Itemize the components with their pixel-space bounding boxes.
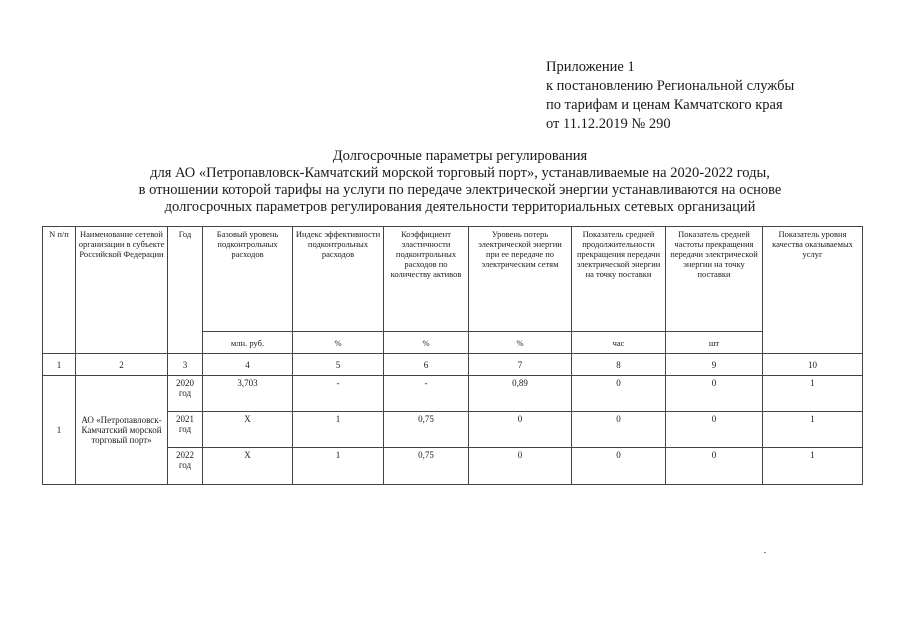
row-quality: 1	[763, 376, 863, 412]
header-duration: Показатель средней продолжительности прекращения передачи электрической энергии на точку поставки	[572, 227, 666, 332]
unit-index: %	[293, 332, 384, 354]
title-line-3: в отношении которой тарифы на услуги по передаче электрической энергии устанавливаются на основе	[138, 182, 782, 198]
col-number-2: 2	[76, 354, 168, 376]
col-number-4: 4	[203, 354, 293, 376]
row-base: Х	[203, 412, 293, 448]
parameters-table	[42, 226, 863, 485]
col-number-10: 10	[763, 354, 863, 376]
header-frequency: Показатель средней частоты прекращения передачи электрической энергии на точку поставки	[666, 227, 763, 332]
row-base: 3,703	[203, 376, 293, 412]
appendix-line-2: к постановлению Региональной службы	[546, 78, 795, 94]
org-number: 1	[43, 376, 76, 485]
col-number-3: 3	[168, 354, 203, 376]
row-loss: 0,89	[469, 376, 572, 412]
col-number-8: 8	[572, 354, 666, 376]
appendix-line-4: от 11.12.2019 № 290	[546, 116, 671, 132]
row-duration: 0	[572, 376, 666, 412]
row-base: Х	[203, 448, 293, 485]
header-row	[43, 227, 863, 332]
row-year: 2021 год	[168, 412, 203, 448]
header-coef: Коэффициент эластичности подконтрольных расходов по количеству активов	[384, 227, 469, 332]
row-index: 1	[293, 412, 384, 448]
row-coef: 0,75	[384, 448, 469, 485]
appendix-block	[546, 58, 794, 134]
header-loss: Уровень потерь электрической энергии при ее передаче по электрическим сетям	[469, 227, 572, 332]
title-line-1: Долгосрочные параметры регулирования	[332, 148, 588, 164]
row-loss: 0	[469, 412, 572, 448]
column-numbers-row	[43, 354, 863, 376]
row-quality: 1	[763, 412, 863, 448]
org-name: АО «Петропавловск-Камчатский морской торговый порт»	[76, 376, 168, 485]
col-number-6: 6	[384, 354, 469, 376]
row-frequency: 0	[666, 448, 763, 485]
header-base: Базовый уровень подконтрольных расходов	[203, 227, 293, 332]
col-number-9: 9	[666, 354, 763, 376]
row-coef: -	[384, 376, 469, 412]
unit-duration: час	[572, 332, 666, 354]
row-duration: 0	[572, 448, 666, 485]
document-title	[70, 148, 850, 216]
header-index: Индекс эффективности подконтрольных расходов	[293, 227, 384, 332]
row-year: 2020 год	[168, 376, 203, 412]
col-number-1: 1	[43, 354, 76, 376]
row-duration: 0	[572, 412, 666, 448]
unit-loss: %	[469, 332, 572, 354]
row-frequency: 0	[666, 412, 763, 448]
appendix-line-1: Приложение 1	[546, 59, 635, 75]
appendix-line-3: по тарифам и ценам Камчатского края	[546, 97, 783, 113]
row-loss: 0	[469, 448, 572, 485]
row-index: -	[293, 376, 384, 412]
table-row	[43, 376, 863, 412]
col-number-7: 7	[469, 354, 572, 376]
header-n: N п/п	[43, 227, 76, 354]
unit-coef: %	[384, 332, 469, 354]
title-line-4: долгосрочных параметров регулирования деятельности территориальных сетевых организаций	[164, 199, 756, 215]
row-coef: 0,75	[384, 412, 469, 448]
row-frequency: 0	[666, 376, 763, 412]
header-year: Год	[168, 227, 203, 354]
row-index: 1	[293, 448, 384, 485]
scan-speck	[764, 552, 766, 553]
header-org: Наименование сетевой организации в субъекте Российской Федерации	[76, 227, 168, 354]
unit-frequency: шт	[666, 332, 763, 354]
col-number-5: 5	[293, 354, 384, 376]
header-quality: Показатель уровня качества оказываемых услуг	[763, 227, 863, 354]
row-quality: 1	[763, 448, 863, 485]
row-year: 2022 год	[168, 448, 203, 485]
title-line-2: для АО «Петропавловск-Камчатский морской торговый порт», устанавливаемые на 2020-2022 годы,	[150, 165, 770, 181]
unit-base: млн. руб.	[203, 332, 293, 354]
